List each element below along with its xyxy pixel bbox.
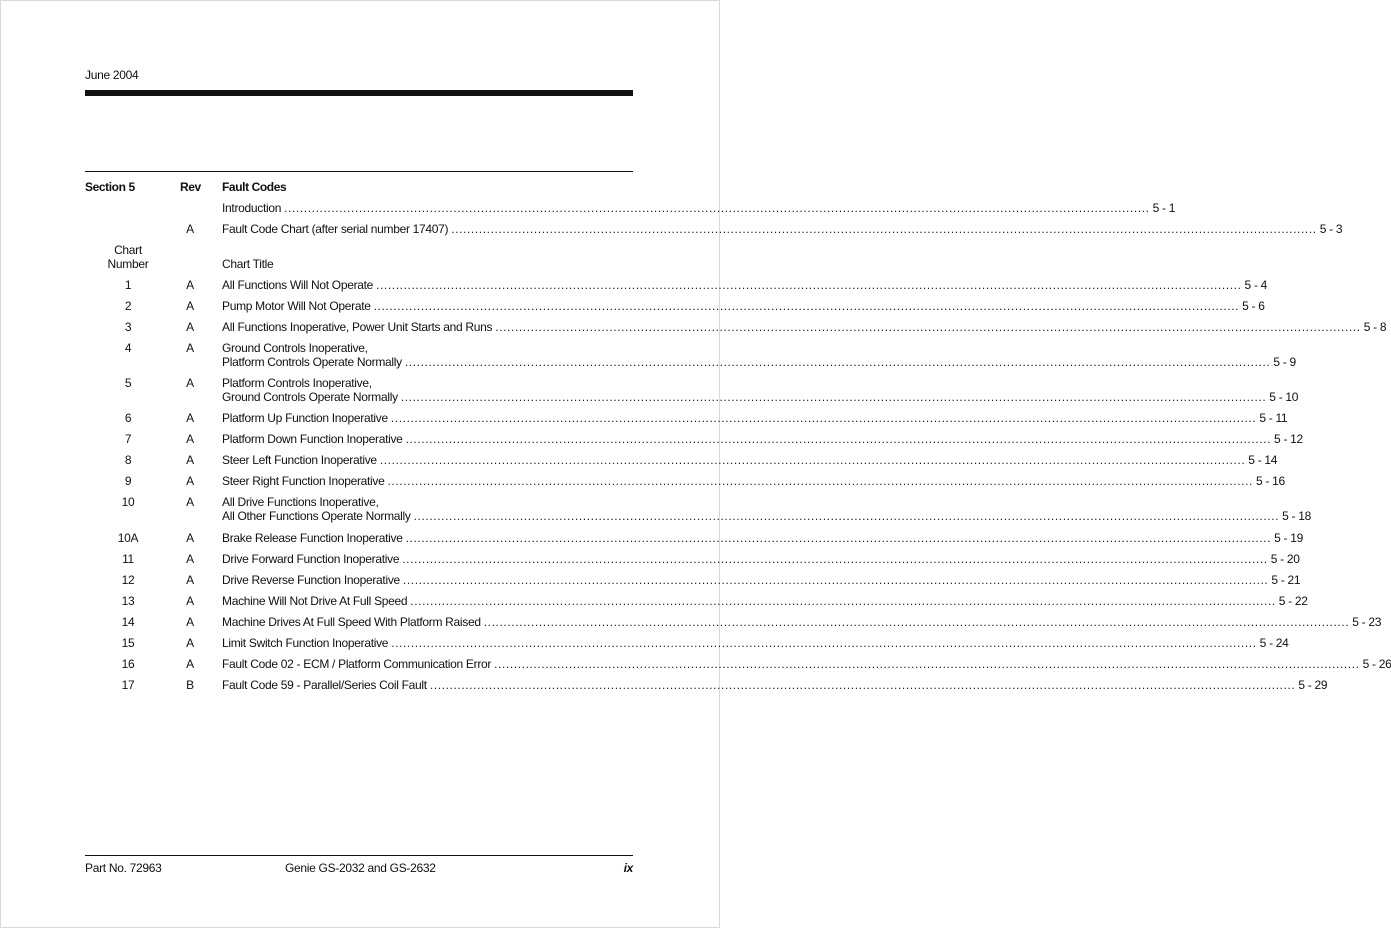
entry-text: All Functions Will Not Operate [222, 278, 374, 292]
chart-title-header: Chart Title [222, 257, 274, 271]
entry-text: Pump Motor Will Not Operate [222, 299, 371, 313]
entry-text: All Other Functions Operate Normally [222, 509, 411, 523]
dot-leader: ............................................................................................................................................................................................................................ [413, 509, 1280, 523]
page-reference: 5 - 22 [1278, 594, 1308, 608]
chart-number-header-line-2: Number [107, 257, 149, 271]
entry-line [222, 453, 1278, 467]
entry-text: Fault Code 02 - ECM / Platform Communication Error [222, 657, 492, 671]
part-number: Part No. 72963 [85, 861, 162, 875]
entry-title [222, 320, 1387, 334]
dot-leader: ............................................................................................................................................................................................................................ [495, 320, 1361, 334]
chart-number: 11 [122, 552, 134, 566]
chart-number: 4 [124, 341, 132, 355]
entry-title [222, 636, 1289, 650]
chart-number: 10 [121, 495, 135, 509]
rev-cell: A [186, 320, 194, 334]
chart-number: 1 [124, 278, 132, 292]
page-reference: 5 - 3 [1319, 222, 1343, 236]
rev-cell: A [186, 615, 194, 629]
entry-text: Limit Switch Function Inoperative [222, 636, 389, 650]
dot-leader: ............................................................................................................................................................................................................................ [429, 678, 1296, 692]
entry-text: Steer Left Function Inoperative [222, 453, 377, 467]
entry-line [222, 495, 633, 509]
dot-leader: ............................................................................................................................................................................................................................ [410, 594, 1276, 608]
entry-title [222, 411, 1288, 425]
chart-number: 15 [121, 636, 135, 650]
chart-number-header-line-1: Chart [114, 243, 142, 257]
entry-text: Machine Drives At Full Speed With Platform Raised [222, 615, 481, 629]
entry-title [222, 432, 1303, 446]
dot-leader: ............................................................................................................................................................................................................................ [405, 531, 1272, 545]
chart-number: 3 [124, 320, 132, 334]
page-reference: 5 - 24 [1259, 636, 1289, 650]
page-reference: 5 - 23 [1352, 615, 1382, 629]
entry-line [222, 390, 1299, 404]
entry-text: Brake Release Function Inoperative [222, 531, 403, 545]
entry-text: Introduction [222, 201, 282, 215]
entry-title [222, 594, 1308, 608]
dot-leader: ............................................................................................................................................................................................................................ [402, 573, 1269, 587]
page-reference: 5 - 19 [1274, 531, 1303, 545]
section-title: Fault Codes [222, 180, 287, 194]
chart-number: 8 [124, 453, 132, 467]
dot-leader: ............................................................................................................................................................................................................................ [400, 390, 1267, 404]
page-reference: 5 - 14 [1248, 453, 1278, 467]
entry-line [222, 222, 1343, 236]
header-date: June 2004 [85, 68, 139, 82]
rev-cell: A [186, 531, 194, 545]
entry-line [222, 376, 633, 390]
entry-text: Platform Controls Operate Normally [222, 355, 402, 369]
page-reference: 5 - 4 [1244, 278, 1268, 292]
rev-cell: A [186, 594, 194, 608]
entry-text: Platform Controls Inoperative, [222, 376, 372, 390]
page-reference: 5 - 8 [1363, 320, 1387, 334]
entry-title [222, 573, 1301, 587]
entry-text: Drive Reverse Function Inoperative [222, 573, 400, 587]
chart-number: 12 [121, 573, 135, 587]
entry-line [222, 474, 1285, 488]
dot-leader: ............................................................................................................................................................................................................................ [284, 201, 1150, 215]
chart-number: 14 [121, 615, 135, 629]
dot-leader: ............................................................................................................................................................................................................................ [376, 278, 1242, 292]
page-reference: 5 - 1 [1152, 201, 1176, 215]
rev-column-header: Rev [180, 180, 201, 194]
entry-text: Machine Will Not Drive At Full Speed [222, 594, 408, 608]
rev-cell: A [186, 636, 194, 650]
page-reference: 5 - 18 [1282, 509, 1311, 523]
entry-text: All Functions Inoperative, Power Unit Starts and Runs [222, 320, 493, 334]
rev-cell: A [186, 552, 194, 566]
chart-number-header [105, 243, 151, 271]
entry-line [222, 355, 1296, 369]
page-reference: 5 - 21 [1271, 573, 1301, 587]
entry-title [222, 495, 1311, 523]
entry-line [222, 552, 1300, 566]
entry-text: Platform Up Function Inoperative [222, 411, 388, 425]
dot-leader: ............................................................................................................................................................................................................................ [483, 615, 1350, 629]
entry-line [222, 657, 1391, 671]
rev-cell: A [186, 495, 194, 509]
chart-number: 2 [124, 299, 132, 313]
entry-title [222, 474, 1285, 488]
footer-rule [85, 855, 633, 856]
entry-line [222, 594, 1308, 608]
entry-text: Steer Right Function Inoperative [222, 474, 385, 488]
entry-line [222, 573, 1301, 587]
header-bar [85, 90, 633, 96]
entry-title [222, 615, 1382, 629]
entry-line [222, 341, 633, 355]
entry-line [222, 201, 1176, 215]
dot-leader: ............................................................................................................................................................................................................................ [373, 299, 1240, 313]
entry-title [222, 278, 1268, 292]
page-reference: 5 - 9 [1273, 355, 1296, 369]
entry-title [222, 222, 1343, 236]
page-reference: 5 - 20 [1270, 552, 1300, 566]
chart-number: 9 [124, 474, 132, 488]
section-rule [85, 171, 633, 172]
dot-leader: ............................................................................................................................................................................................................................ [379, 453, 1246, 467]
dot-leader: ............................................................................................................................................................................................................................ [391, 636, 1257, 650]
entry-title [222, 657, 1391, 671]
rev-cell: A [186, 474, 194, 488]
entry-line [222, 636, 1289, 650]
rev-cell: A [186, 411, 194, 425]
page-reference: 5 - 11 [1259, 411, 1288, 425]
entry-title [222, 453, 1278, 467]
chart-number: 6 [124, 411, 132, 425]
section-label: Section 5 [85, 180, 135, 194]
entry-title [222, 552, 1300, 566]
rev-cell: A [186, 432, 194, 446]
entry-line [222, 299, 1265, 313]
chart-number: 10A [117, 531, 139, 545]
entry-line [222, 432, 1303, 446]
entry-text: Platform Down Function Inoperative [222, 432, 403, 446]
rev-cell: A [186, 657, 194, 671]
rev-cell: A [186, 453, 194, 467]
model-name: Genie GS-2032 and GS-2632 [285, 861, 436, 875]
entry-text: Ground Controls Inoperative, [222, 341, 368, 355]
entry-title [222, 299, 1265, 313]
chart-number: 17 [121, 678, 135, 692]
entry-text: Drive Forward Function Inoperative [222, 552, 400, 566]
entry-title [222, 678, 1328, 692]
dot-leader: ............................................................................................................................................................................................................................ [405, 432, 1272, 446]
page-number: ix [623, 861, 633, 875]
rev-cell: A [186, 299, 194, 313]
entry-line [222, 509, 1311, 523]
entry-text: All Drive Functions Inoperative, [222, 495, 379, 509]
rev-cell: A [186, 341, 194, 355]
dot-leader: ............................................................................................................................................................................................................................ [451, 222, 1317, 236]
entry-text: Ground Controls Operate Normally [222, 390, 398, 404]
dot-leader: ............................................................................................................................................................................................................................ [494, 657, 1360, 671]
entry-title [222, 531, 1303, 545]
dot-leader: ............................................................................................................................................................................................................................ [404, 355, 1271, 369]
rev-cell: A [186, 573, 194, 587]
page-reference: 5 - 6 [1242, 299, 1265, 313]
entry-text: Fault Code Chart (after serial number 17407) [222, 222, 449, 236]
page-reference: 5 - 10 [1269, 390, 1299, 404]
entry-title [222, 201, 1176, 215]
entry-line [222, 615, 1382, 629]
page-reference: 5 - 16 [1255, 474, 1285, 488]
dot-leader: ............................................................................................................................................................................................................................ [402, 552, 1268, 566]
chart-number: 7 [124, 432, 132, 446]
rev-cell: B [186, 678, 194, 692]
page-reference: 5 - 12 [1274, 432, 1303, 446]
rev-cell: A [186, 278, 194, 292]
rev-cell: A [186, 222, 194, 236]
chart-number: 13 [121, 594, 135, 608]
entry-text: Fault Code 59 - Parallel/Series Coil Fault [222, 678, 427, 692]
page-reference: 5 - 26 [1362, 657, 1391, 671]
rev-cell: A [186, 376, 194, 390]
entry-title [222, 376, 1299, 404]
entry-line [222, 278, 1268, 292]
dot-leader: ............................................................................................................................................................................................................................ [390, 411, 1257, 425]
page-reference: 5 - 29 [1298, 678, 1328, 692]
entry-line [222, 411, 1288, 425]
chart-number: 5 [124, 376, 132, 390]
entry-title [222, 341, 1296, 369]
dot-leader: ............................................................................................................................................................................................................................ [387, 474, 1253, 488]
entry-line [222, 531, 1303, 545]
chart-number: 16 [121, 657, 135, 671]
entry-line [222, 678, 1328, 692]
entry-line [222, 320, 1387, 334]
